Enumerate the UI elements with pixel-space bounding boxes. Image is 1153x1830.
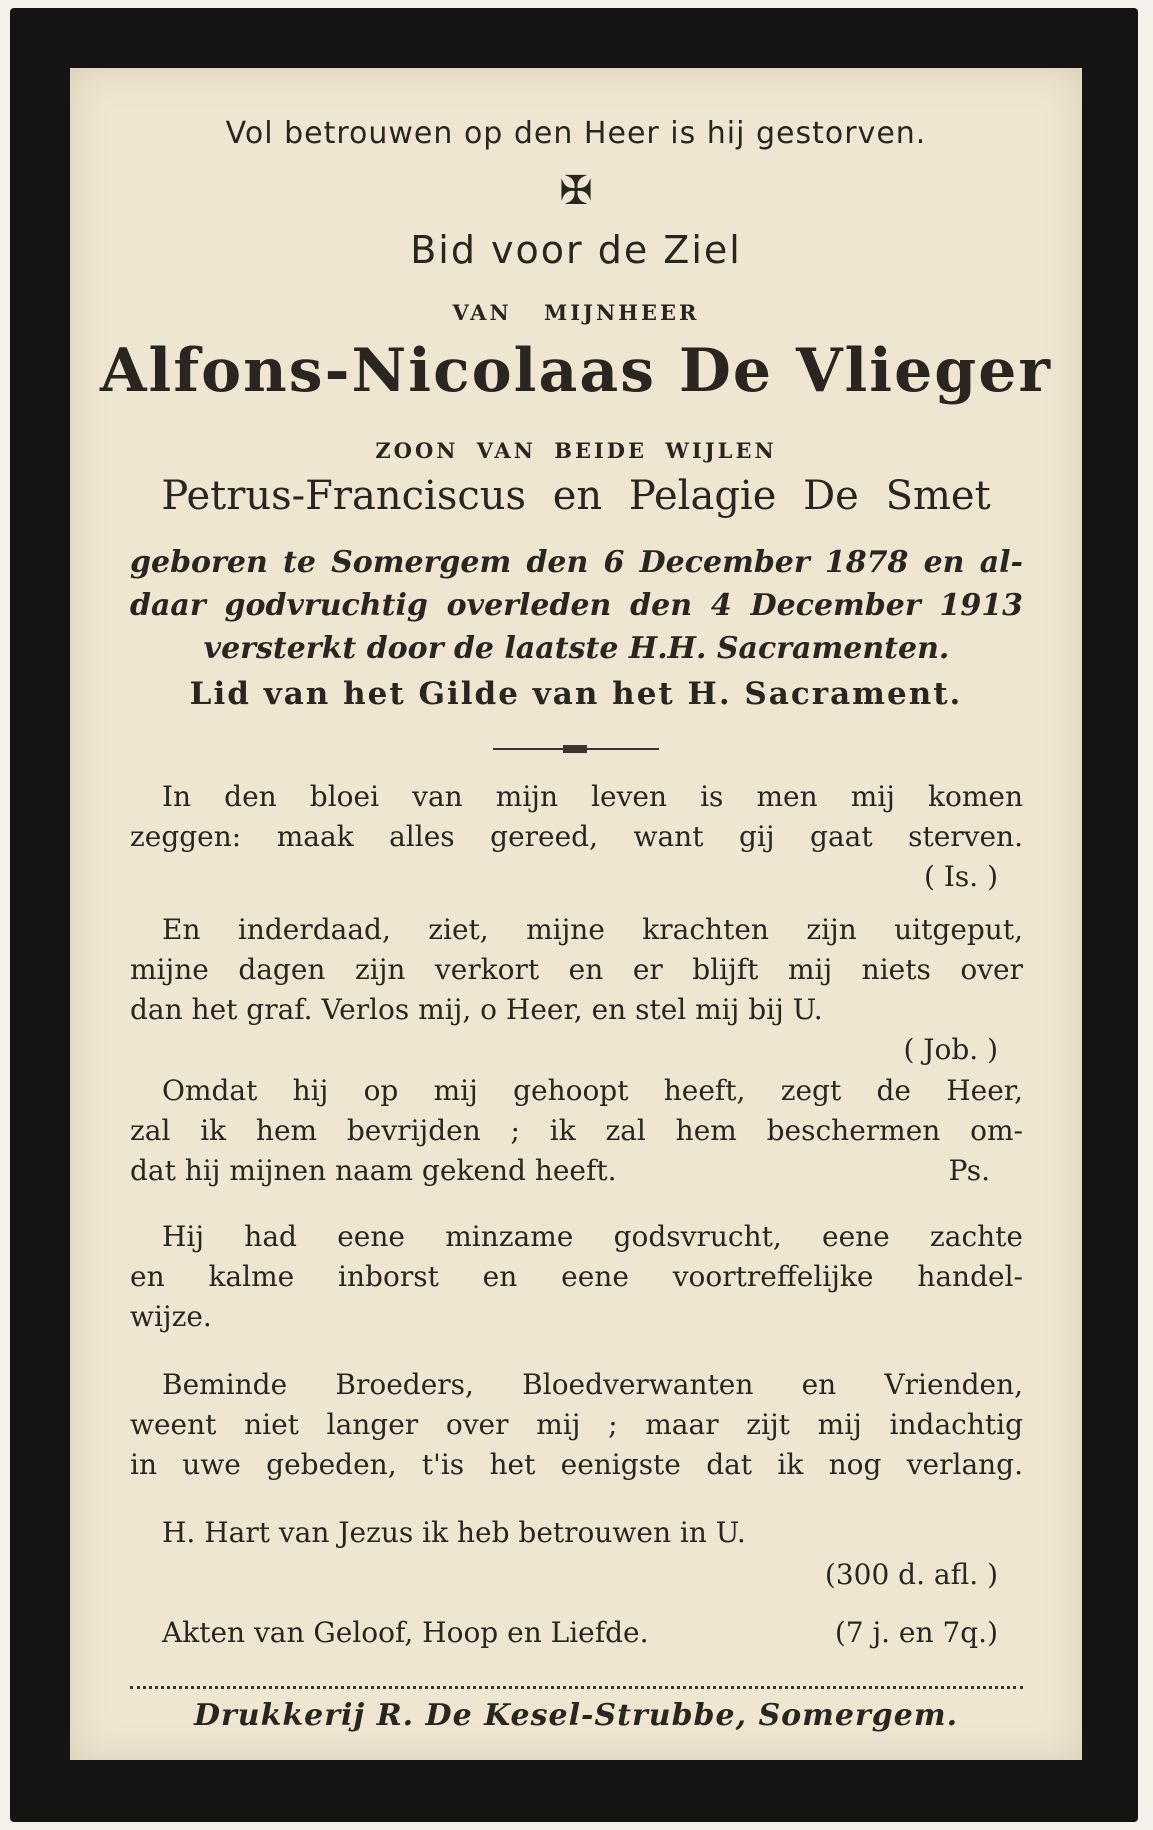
farewell-line: in uwe gebeden, t'is het eenigste dat ik nog verlang.	[130, 1448, 1023, 1481]
character-line: wijze.	[130, 1300, 212, 1333]
character-line: en kalme inborst en eene voortreffelijke handel-	[130, 1260, 1023, 1293]
verse-line: mijne dagen zijn verkort en er blijft mij niets over	[130, 953, 1023, 986]
verse-line: In den bloei van mijn leven is men mij komen	[162, 780, 1023, 813]
birth-line: versterkt door de laatste H.H. Sacramenten.	[203, 631, 950, 666]
guild-membership: Lid van het Gilde van het H. Sacrament.	[189, 676, 963, 712]
verse-source: Ps.	[948, 1154, 990, 1187]
verse-source: ( Job. )	[903, 1033, 998, 1066]
prayer-text: H. Hart van Jezus ik heb betrouwen in U.	[162, 1516, 746, 1549]
card-paper	[70, 68, 1082, 1760]
cross-icon: ✠	[559, 168, 593, 214]
verse-line: Omdat hij op mij gehoopt heeft, zegt de Heer,	[162, 1074, 1023, 1107]
prayer-indulgence: (300 d. afl. )	[824, 1558, 998, 1591]
verse-source: ( Is. )	[924, 860, 998, 893]
farewell-line: Beminde Broeders, Bloedverwanten en Vrienden,	[162, 1368, 1023, 1401]
birth-line: daar godvruchtig overleden den 4 December 1913	[130, 588, 1023, 623]
van-mijnheer: VAN MIJNHEER	[452, 300, 700, 325]
motto: Vol betrouwen op den Heer is hij gestorven.	[225, 116, 927, 151]
verse-line: dan het graf. Verlos mij, o Heer, en stel mij bij U.	[130, 993, 823, 1026]
dotted-rule	[130, 1686, 1023, 1689]
zoon-van: ZOON VAN BEIDE WIJLEN	[375, 438, 777, 463]
verse-line: zeggen: maak alles gereed, want gij gaat sterven.	[130, 820, 1023, 853]
verse-line: dat hij mijnen naam gekend heeft.	[130, 1154, 617, 1187]
prayer-text: Akten van Geloof, Hoop en Liefde.	[162, 1616, 649, 1649]
character-line: Hij had eene minzame godsvrucht, eene zachte	[162, 1220, 1023, 1253]
farewell-line: weent niet langer over mij ; maar zijt mij indachtig	[130, 1408, 1023, 1441]
verse-line: En inderdaad, ziet, mijne krachten zijn uitgeput,	[162, 913, 1023, 946]
mourning-card	[10, 8, 1138, 1822]
deceased-name: Alfons-Nicolaas De Vlieger	[99, 336, 1053, 406]
ornamental-divider	[493, 748, 659, 750]
verse-line: zal ik hem bevrijden ; ik zal hem beschermen om-	[130, 1114, 1023, 1147]
prayer-heading: Bid voor de Ziel	[410, 228, 742, 272]
printer-imprint: Drukkerij R. De Kesel-Strubbe, Somergem.	[193, 1698, 959, 1733]
birth-line: geboren te Somergem den 6 December 1878 en al-	[130, 545, 1023, 580]
prayer-indulgence: (7 j. en 7q.)	[834, 1616, 998, 1649]
parents: Petrus-Franciscus en Pelagie De Smet	[161, 473, 991, 519]
